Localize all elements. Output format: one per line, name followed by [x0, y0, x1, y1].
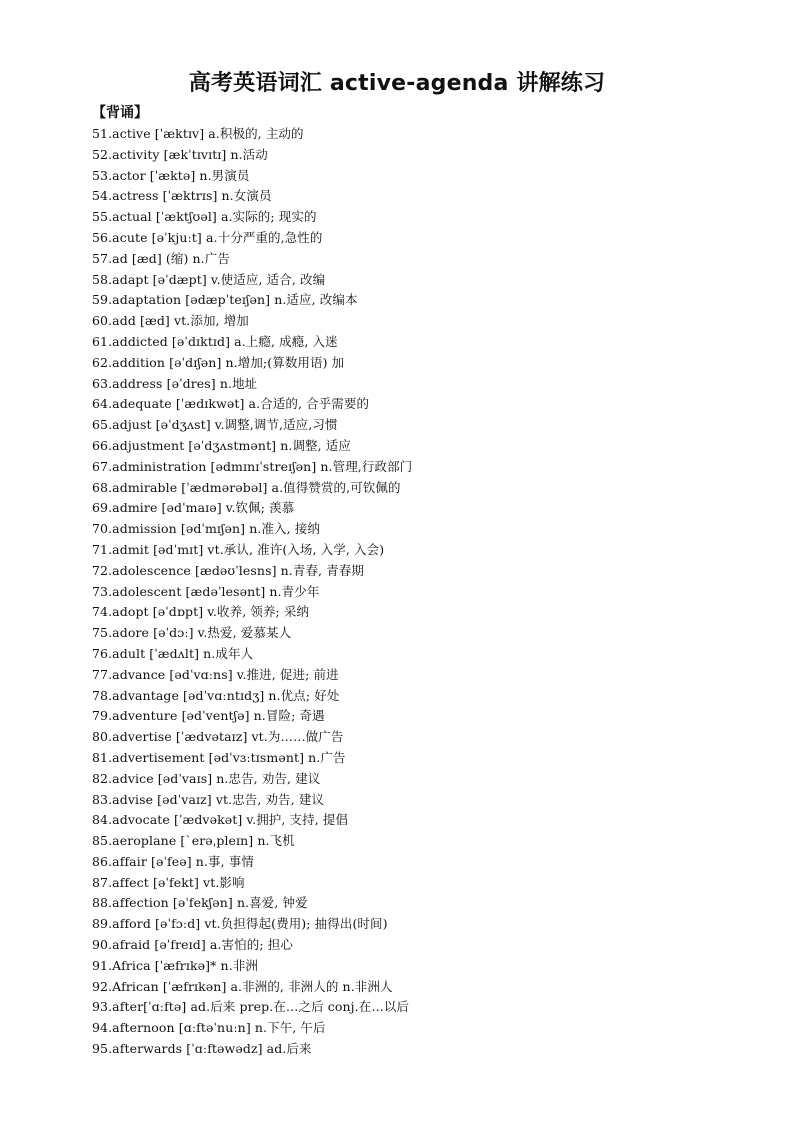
vocabulary-entry: 65.adjust [əˈdʒʌst] v.调整,调节,适应,习惯 [92, 417, 338, 433]
vocabulary-entry: 72.adolescence [ædəʊˈlesns] n.青春, 青春期 [92, 562, 364, 578]
vocabulary-entry: 84.advocate [ˈædvəkət] v.拥护, 支持, 提倡 [92, 812, 349, 828]
vocabulary-entry: 70.admission [ədˈmɪʃən] n.准入, 接纳 [92, 521, 320, 537]
vocabulary-entry: 55.actual [ˈæktʃʊəl] a.实际的; 现实的 [92, 209, 317, 225]
vocabulary-entry: 92.African [ˈæfrɪkən] a.非洲的, 非洲人的 n.非洲人 [92, 978, 393, 994]
vocabulary-entry: 57.ad [æd] (缩) n.广告 [92, 250, 230, 266]
vocabulary-entry: 67.administration [ədmɪnɪˈstreɪʃən] n.管理,行政部门 [92, 458, 413, 474]
vocabulary-entry: 71.admit [ədˈmɪt] vt.承认, 准许(入场, 入学, 入会) [92, 541, 385, 557]
vocabulary-entry: 83.advise [ədˈvaɪz] vt.忠告, 劝告, 建议 [92, 791, 325, 807]
vocabulary-entry: 81.advertisement [ədˈvɜːtɪsmənt] n.广告 [92, 749, 346, 765]
section-label: 【背诵】 [92, 105, 148, 121]
vocabulary-entry: 68.admirable [ˈædmərəbəl] a.值得赞赏的,可钦佩的 [92, 479, 401, 495]
vocabulary-entry: 80.advertise [ˈædvətaɪz] vt.为……做广告 [92, 729, 344, 745]
vocabulary-entry: 69.admire [ədˈmaɪə] v.钦佩; 羡慕 [92, 500, 295, 516]
vocabulary-entry: 79.adventure [ədˈventʃə] n.冒险; 奇遇 [92, 708, 325, 724]
document-title: 高考英语词汇 active-agenda 讲解练习 [188, 71, 606, 96]
vocabulary-entry: 87.affect [əˈfekt] vt.影响 [92, 874, 245, 890]
vocabulary-entry: 90.afraid [əˈfreɪd] a.害怕的; 担心 [92, 937, 293, 953]
vocabulary-entry: 77.advance [ədˈvɑːns] v.推进, 促进; 前进 [92, 666, 339, 682]
vocabulary-entry: 86.affair [əˈfeə] n.事, 事情 [92, 853, 254, 869]
vocabulary-entry: 62.addition [əˈdɪʃən] n.增加;(算数用语) 加 [92, 354, 345, 370]
vocabulary-entry: 56.acute [əˈkjuːt] a.十分严重的,急性的 [92, 229, 323, 245]
vocabulary-entry: 53.actor [ˈæktə] n.男演员 [92, 167, 250, 183]
vocabulary-entry: 78.advantage [ədˈvɑːntɪdʒ] n.优点; 好处 [92, 687, 340, 703]
vocabulary-entry: 63.address [əˈdres] n.地址 [92, 375, 258, 391]
vocabulary-entry: 60.add [æd] vt.添加, 增加 [92, 313, 249, 329]
vocabulary-entry: 76.adult [ˈædʌlt] n.成年人 [92, 645, 254, 661]
vocabulary-entry: 59.adaptation [ədæpˈteɪʃən] n.适应, 改编本 [92, 292, 358, 308]
vocabulary-list [92, 124, 732, 1060]
vocabulary-entry: 66.adjustment [əˈdʒʌstmənt] n.调整, 适应 [92, 437, 352, 453]
vocabulary-entry: 91.Africa [ˈæfrɪkə]* n.非洲 [92, 957, 258, 973]
vocabulary-entry: 74.adopt [əˈdɒpt] v.收养, 领养; 采纳 [92, 604, 310, 620]
vocabulary-entry: 51.active [ˈæktɪv] a.积极的, 主动的 [92, 126, 304, 141]
vocabulary-entry: 94.afternoon [ɑːftəˈnuːn] n.下午, 午后 [92, 1020, 326, 1036]
vocabulary-entry: 54.actress [ˈæktrɪs] n.女演员 [92, 188, 272, 204]
vocabulary-entry: 85.aeroplane [`erəˌpleɪn] n.飞机 [92, 833, 295, 849]
vocabulary-entry: 73.adolescent [ædəˈlesənt] n.青少年 [92, 583, 320, 599]
vocabulary-entry: 75.adore [əˈdɔː] v.热爱, 爱慕某人 [92, 625, 292, 641]
vocabulary-entry: 52.activity [ækˈtɪvɪtɪ] n.活动 [92, 146, 268, 162]
vocabulary-entry: 61.addicted [əˈdɪktɪd] a.上瘾, 成瘾, 入迷 [92, 333, 338, 349]
vocabulary-entry: 89.afford [əˈfɔːd] vt.负担得起(费用); 抽得出(时间) [92, 916, 388, 932]
vocabulary-entry: 88.affection [əˈfekʃən] n.喜爱, 钟爱 [92, 895, 308, 911]
vocabulary-entry: 64.adequate [ˈædɪkwət] a.合适的, 合乎需要的 [92, 396, 370, 412]
vocabulary-entry: 95.afterwards [ˈɑːftəwədz] ad.后来 [92, 1041, 312, 1057]
vocabulary-entry: 93.after[ˈɑːftə] ad.后来 prep.在…之后 conj.在…以后 [92, 999, 410, 1015]
vocabulary-entry: 82.advice [ədˈvaɪs] n.忠告, 劝告, 建议 [92, 770, 321, 786]
vocabulary-entry: 58.adapt [əˈdæpt] v.使适应, 适合, 改编 [92, 271, 326, 287]
